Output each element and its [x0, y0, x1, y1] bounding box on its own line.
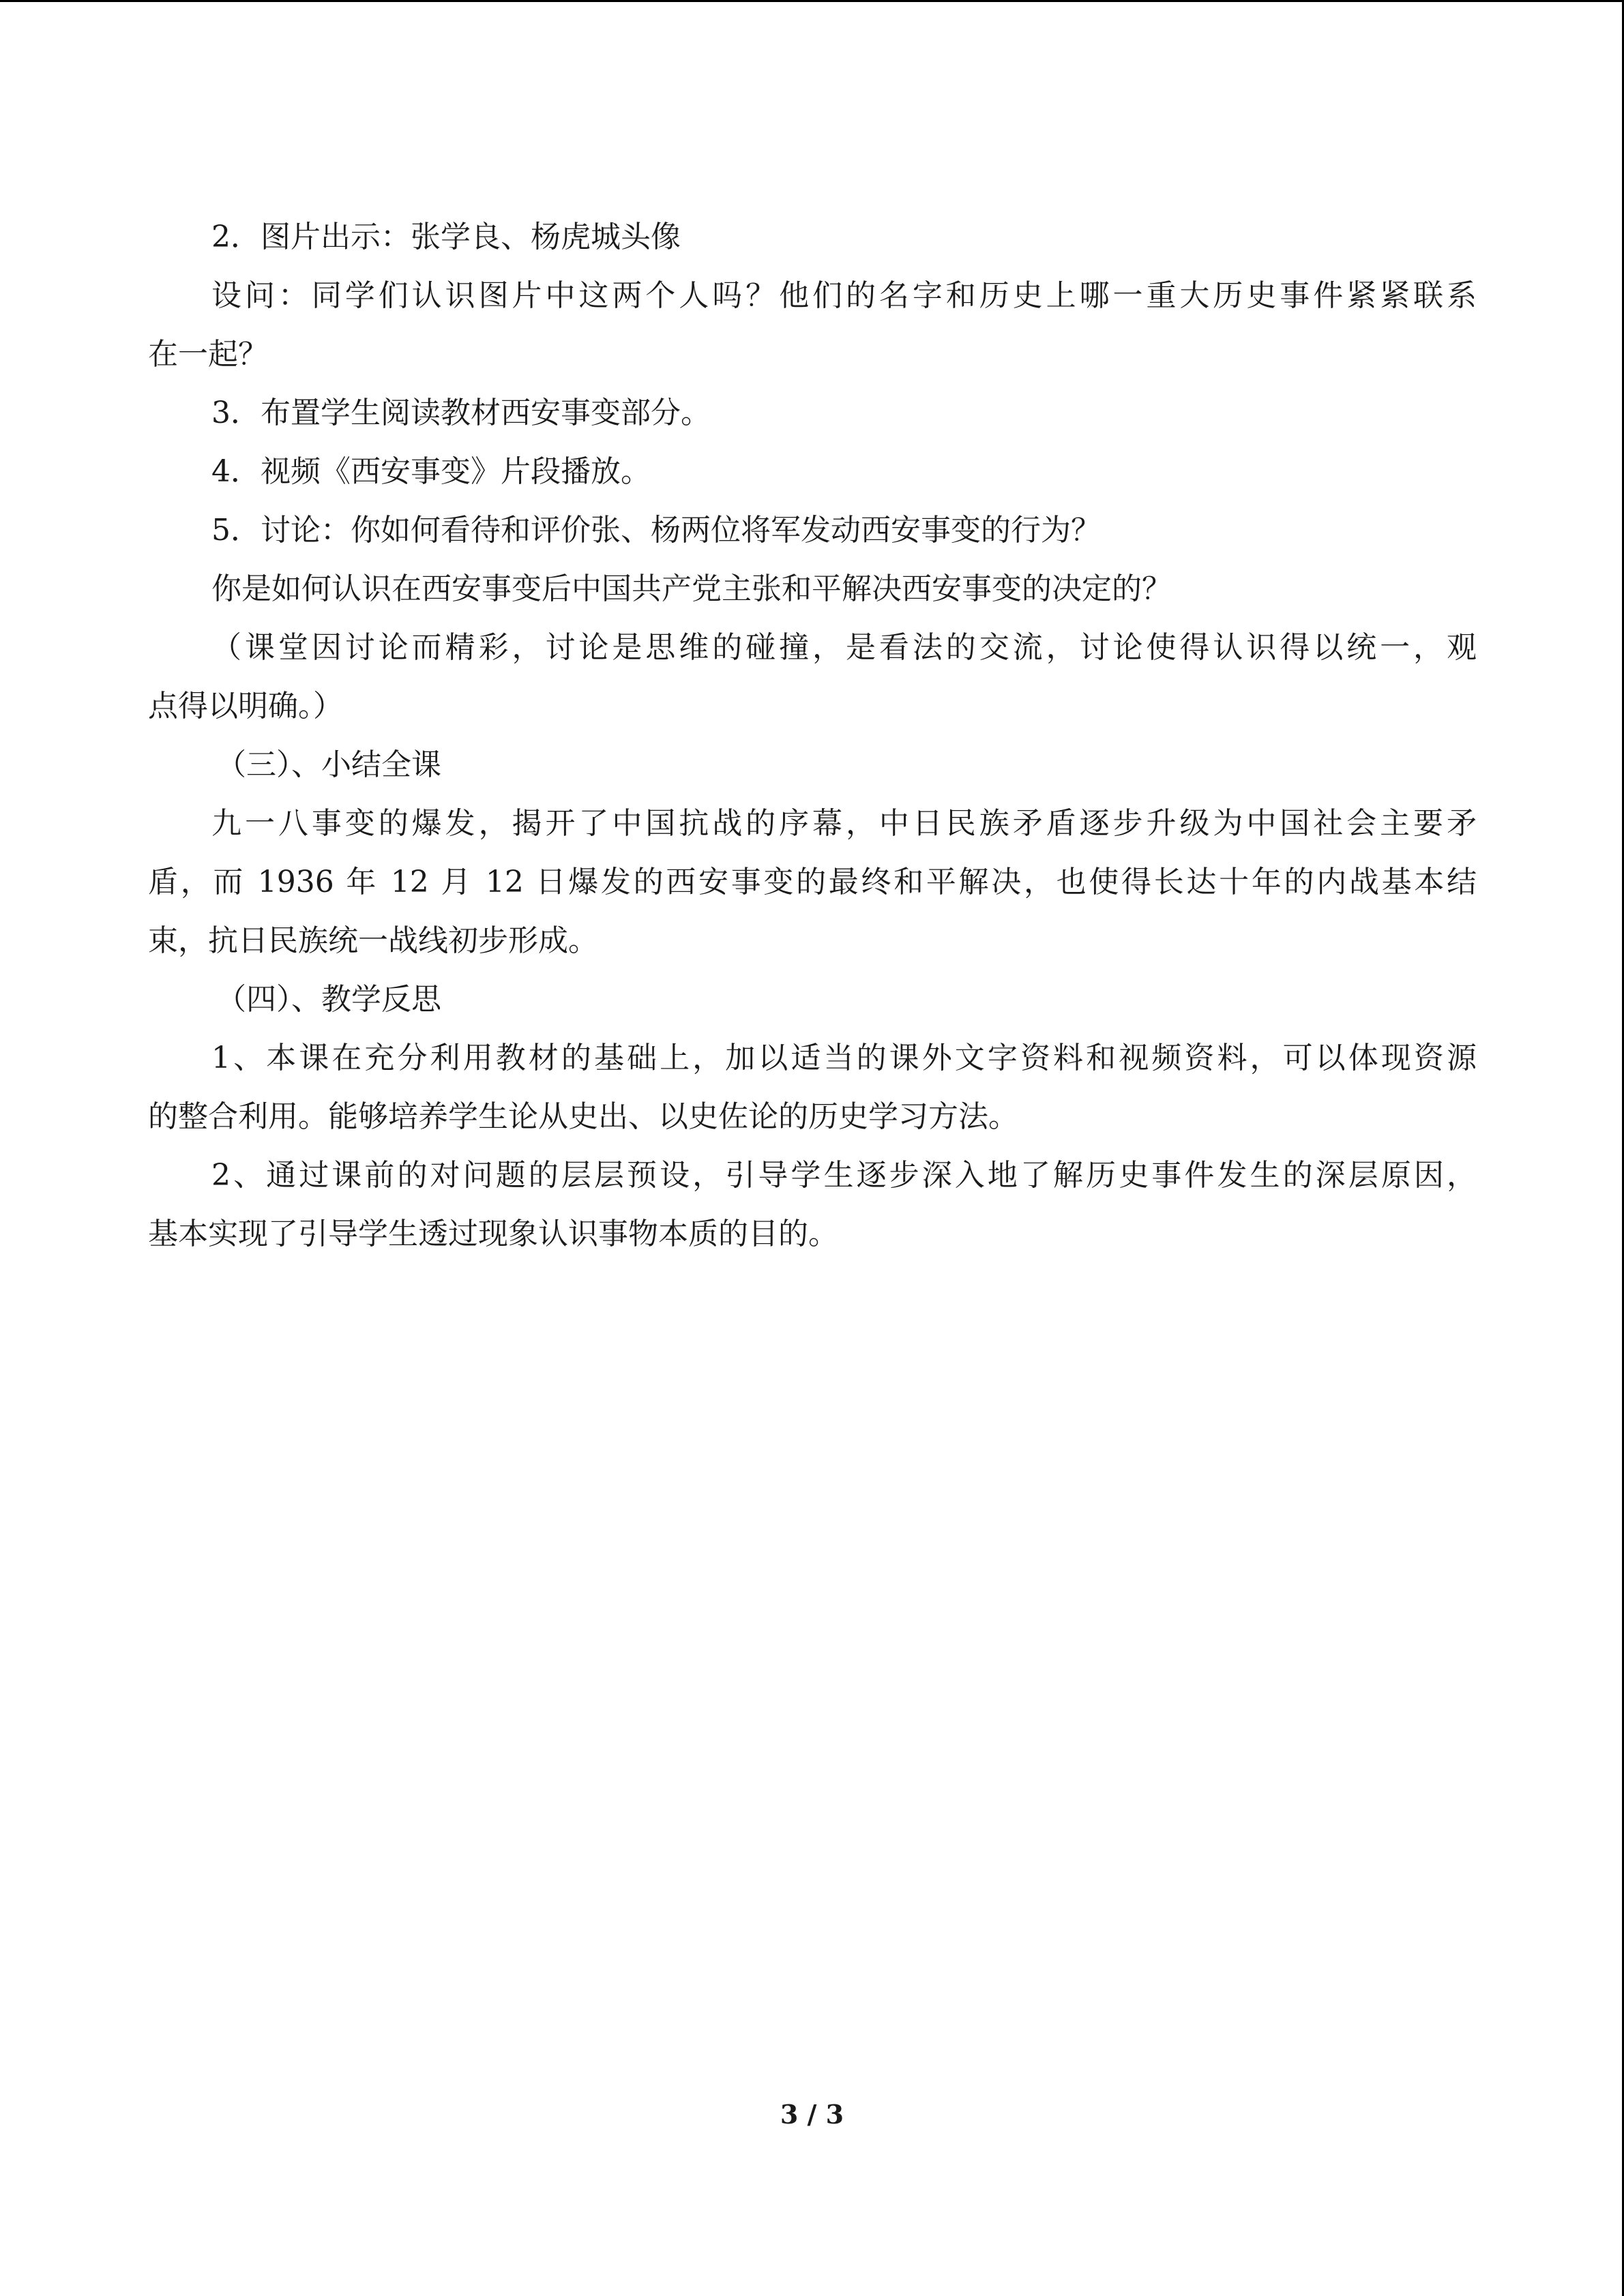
reflection-1-line-2: 的整合利用。能够培养学生论从史出、以史佐论的历史学习方法。 — [148, 1099, 1018, 1134]
question-line-1: 设问：同学们认识图片中这两个人吗？他们的名字和历史上哪一重大历史事件紧紧联系 — [211, 278, 1477, 313]
summary-line-3: 束，抗日民族统一战线初步形成。 — [148, 923, 598, 958]
step-3-reading: 3．布置学生阅读教材西安事变部分。 — [211, 396, 711, 430]
page-number: 3 / 3 — [780, 2099, 844, 2130]
step-5-discussion: 5．讨论：你如何看待和评价张、杨两位将军发动西安事变的行为？ — [211, 513, 1101, 548]
reflection-1-line-1: 1、本课在充分利用教材的基础上，加以适当的课外文字资料和视频资料，可以体现资源 — [211, 1041, 1477, 1075]
discussion-question: 你是如何认识在西安事变后中国共产党主张和平解决西安事变的决定的？ — [211, 571, 1172, 606]
section-heading-reflection: （四）、教学反思 — [216, 982, 441, 1017]
document-body — [148, 208, 1477, 1264]
step-2-image-display: 2．图片出示：张学良、杨虎城头像 — [211, 220, 681, 254]
reflection-2-line-1: 2、通过课前的对问题的层层预设，引导学生逐步深入地了解历史事件发生的深层原因， — [211, 1158, 1477, 1193]
question-line-2: 在一起？ — [148, 337, 268, 372]
step-4-video: 4．视频《西安事变》片段播放。 — [211, 454, 651, 489]
summary-line-2: 盾，而 1936 年 12 月 12 日爆发的西安事变的最终和平解决，也使得长达十年的内战基本结 — [148, 865, 1477, 899]
summary-line-1: 九一八事变的爆发，揭开了中国抗战的序幕，中日民族矛盾逐步升级为中国社会主要矛 — [211, 806, 1477, 841]
discussion-note-line-1: （课堂因讨论而精彩，讨论是思维的碰撞，是看法的交流，讨论使得认识得以统一，观 — [211, 630, 1477, 665]
page-border-top — [0, 0, 1624, 2]
discussion-note-line-2: 点得以明确。） — [148, 689, 343, 724]
section-heading-summary: （三）、小结全课 — [216, 747, 441, 782]
reflection-2-line-2: 基本实现了引导学生透过现象认识事物本质的目的。 — [148, 1217, 838, 1251]
